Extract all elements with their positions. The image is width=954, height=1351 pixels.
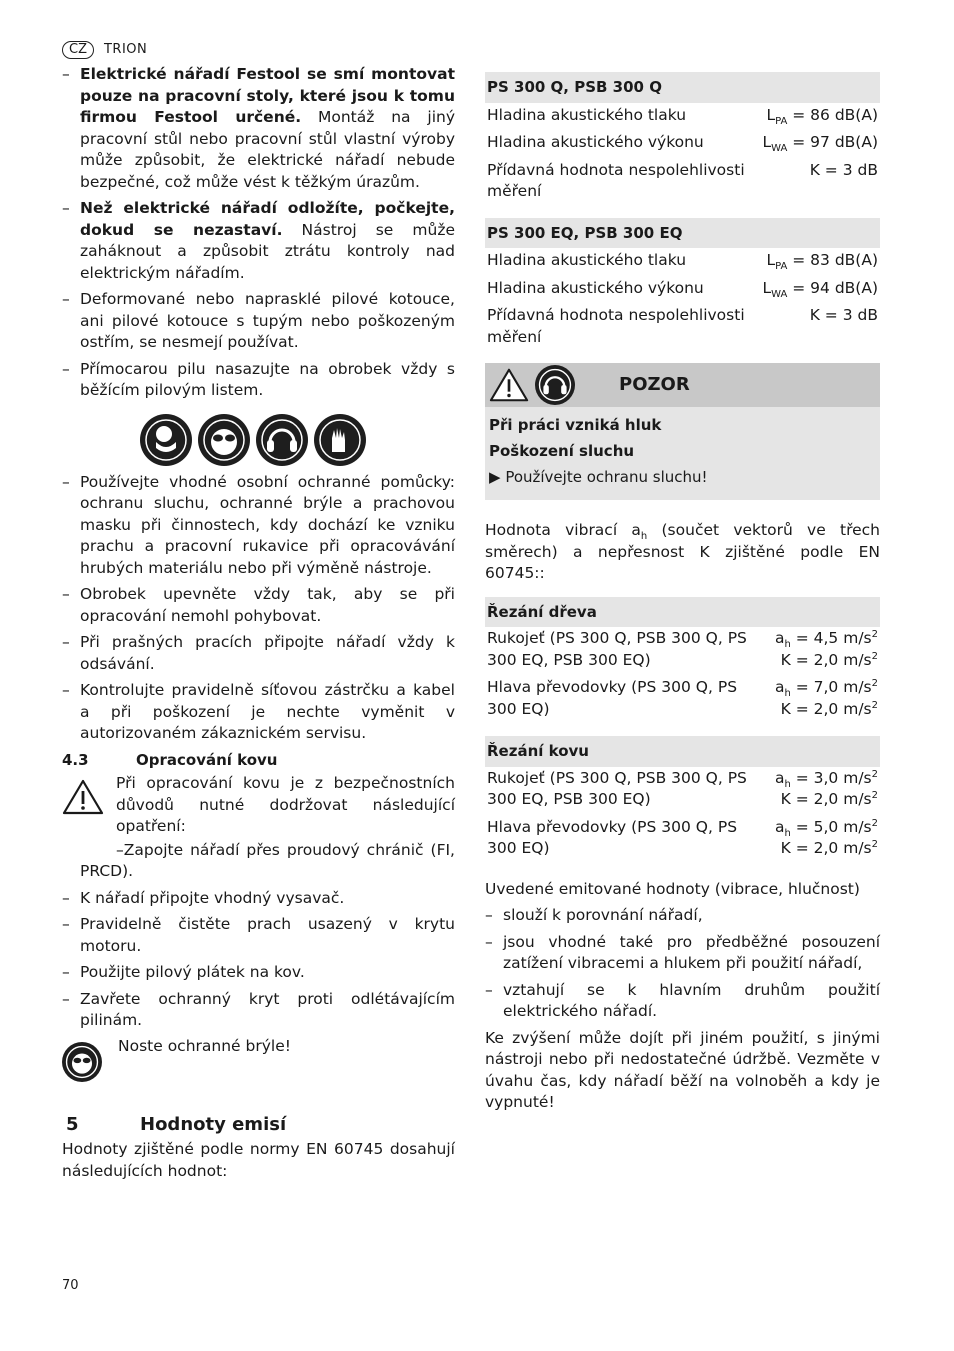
table-title: PS 300 EQ, PSB 300 EQ: [485, 218, 880, 249]
noise-table-ps300q: [485, 72, 880, 207]
caution-line: Při práci vzniká hluk: [489, 416, 662, 434]
table-row: Hladina akustického výkonu $L_{WA} = 94$ dB(A): [487, 278, 878, 300]
caution-action: ▶ Používejte ochranu sluchu!: [489, 468, 708, 486]
list-item: – vztahují se k hlavním druhům použití elektrického nářadí.: [485, 980, 880, 1023]
left-column: [62, 64, 455, 1182]
safety-list-1: [62, 64, 455, 402]
ppe-icons: [140, 414, 455, 466]
list-item: – Než elektrické nářadí odložíte, počkejte, dokud se nezastaví. Nástroj se může zaháknout a způsobit ztrátu kontroly nad elektrickým nářadím.: [62, 198, 455, 284]
vibration-table-wood: [485, 597, 880, 726]
list-item: – Použijte pilový plátek na kov.: [62, 962, 455, 984]
safety-list-2: [62, 472, 455, 745]
table-title: PS 300 Q, PSB 300 Q: [485, 72, 880, 103]
table-row: Rukojeť (PS 300 Q, PSB 300 Q, PS 300 EQ, PSB 300 EQ) $a_h = 3,0$ $m/s^2$ K = 2,0 $m/s^2$: [487, 768, 878, 808]
table-row: Hlava převodovky (PS 300 Q, PS 300 EQ) $a_h = 7,0$ $m/s^2$ K = 2,0 $m/s^2$: [487, 677, 878, 718]
table-title: Řezání kovu: [485, 736, 880, 767]
right-column: [485, 72, 880, 1114]
dust-mask-icon: [140, 414, 192, 466]
warning-triangle-icon: [62, 773, 116, 838]
section-heading-4-3: 4.3 Opracování kovu: [62, 750, 278, 769]
metal-list: [62, 888, 455, 1032]
list-item: – Zavřete ochranný kryt proti odlétávajícím pilinám.: [62, 989, 455, 1032]
table-row: Hladina akustického tlaku $L_{PA} = 83$ dB(A): [487, 251, 878, 273]
goggles-icon: [198, 414, 250, 466]
caution-header: [485, 363, 880, 407]
list-item: – Obrobek upevněte vždy tak, aby se při opracování nemohl pohybovat.: [62, 584, 455, 627]
section-heading-5: 5 Hodnoty emisí: [66, 1113, 287, 1135]
table-row: Přídavná hodnota nespolehlivosti měření K = 3 dB: [487, 306, 878, 346]
play-arrow-icon: ▶: [489, 468, 506, 486]
caution-box: [485, 363, 880, 500]
emission-intro: Uvedené emitované hodnoty (vibrace, hlučnost): [485, 879, 860, 898]
section-5-text: Hodnoty zjištěné podle normy EN 60745 dosahují následujících hodnot:: [62, 1140, 455, 1180]
list-item: – Při prašných pracích připojte nářadí vždy k odsávání.: [62, 632, 455, 675]
list-item: – Deformované nebo naprasklé pilové kotouce, ani pilové kotouce s tupým nebo poškozeným ostřím, se nesmejí používat.: [62, 289, 455, 354]
goggles-note: Noste ochranné brýle!: [118, 1036, 291, 1055]
emission-list: [485, 905, 880, 1023]
list-item: – Kontrolujte pravidelně síťovou zástrčku a kabel a při poškození je nechte vyměnit v autorizovaném zákaznickém servisu.: [62, 680, 455, 745]
vibration-table-metal: [485, 736, 880, 865]
caution-title: POZOR: [619, 374, 690, 396]
metal-warning: [62, 773, 455, 838]
table-row: Přídavná hodnota nespolehlivosti měření K = 3 dB: [487, 160, 878, 200]
list-item: – Elektrické nářadí Festool se smí montovat pouze na pracovní stoly, které jsou k tomu firmou Festool určené. Montáž na jiný pracovní stůl nebo pracovní stůl vlastní výroby může způsobit, že elektrické nářadí nebude bezpečné, což může vést k těžkým úrazům.: [62, 64, 455, 193]
list-item: – Používejte vhodné osobní ochranné pomůcky: ochranu sluchu, ochranné brýle a prachovou masku při činnostech, kdy dochází ke vzniku prachu a pracovní rukavice při opracovávání hrubých materiálu nebo při výměně nástroje.: [62, 472, 455, 580]
list-item: – jsou vhodné také pro předběžné posouzení zatížení vibracemi a hlukem při použití nářadí,: [485, 932, 880, 975]
list-item: – slouží k porovnání nářadí,: [485, 905, 880, 927]
language-badge: CZ: [62, 41, 94, 59]
noise-table-ps300eq: [485, 218, 880, 353]
ear-protection-icon: [535, 365, 575, 405]
goggles-icon: [62, 1042, 102, 1082]
list-item: – Přímocarou pilu nasazujte na obrobek vždy s běžícím pilovým listem.: [62, 359, 455, 402]
metal-intro: Při opracování kovu je z bezpečnostních důvodů nutné dodržovat následující opatření:: [116, 774, 455, 835]
warning-triangle-icon: [489, 367, 529, 403]
vibration-intro: Hodnota vibrací $a_h$ (součet vektorů ve třech směrech) a nepřesnost K zjištěné podle EN 60745::: [485, 521, 880, 582]
table-title: Řezání dřeva: [485, 597, 880, 628]
table-row: Hladina akustického tlaku $L_{PA} = 86$ dB(A): [487, 105, 878, 127]
closing-note: Ke zvýšení může dojít při jiném použití, s jinými nástroji nebo při nedostatečné údržbě. Vezměte v úvahu čas, kdy nářadí běží na volnoběh a kdy je vypnuté!: [485, 1028, 880, 1111]
table-row: Hlava převodovky (PS 300 Q, PS 300 EQ) $a_h = 5,0$ $m/s^2$ K = 2,0 $m/s^2$: [487, 817, 878, 857]
gloves-icon: [314, 414, 366, 466]
metal-first-step: –Zapojte nářadí přes proudový chránič (FI, PRCD).: [80, 840, 455, 880]
page-number: 70: [62, 1278, 79, 1293]
table-row: Hladina akustického výkonu $L_{WA} = 97$ dB(A): [487, 133, 878, 155]
caution-line: Poškození sluchu: [489, 442, 635, 460]
ear-protection-icon: [256, 414, 308, 466]
table-row: Rukojeť (PS 300 Q, PSB 300 Q, PS 300 EQ, PSB 300 EQ) $a_h = 4,5$ $m/s^2$ K = 2,0 $m/s^2$: [487, 628, 878, 669]
page-header: [62, 39, 147, 61]
caution-body: [485, 407, 880, 500]
brand-name: TRION: [103, 42, 148, 57]
goggles-note-row: [62, 1036, 455, 1082]
list-item: – K nářadí připojte vhodný vysavač.: [62, 888, 455, 910]
list-item: – Pravidelně čistěte prach usazený v krytu motoru.: [62, 914, 455, 957]
